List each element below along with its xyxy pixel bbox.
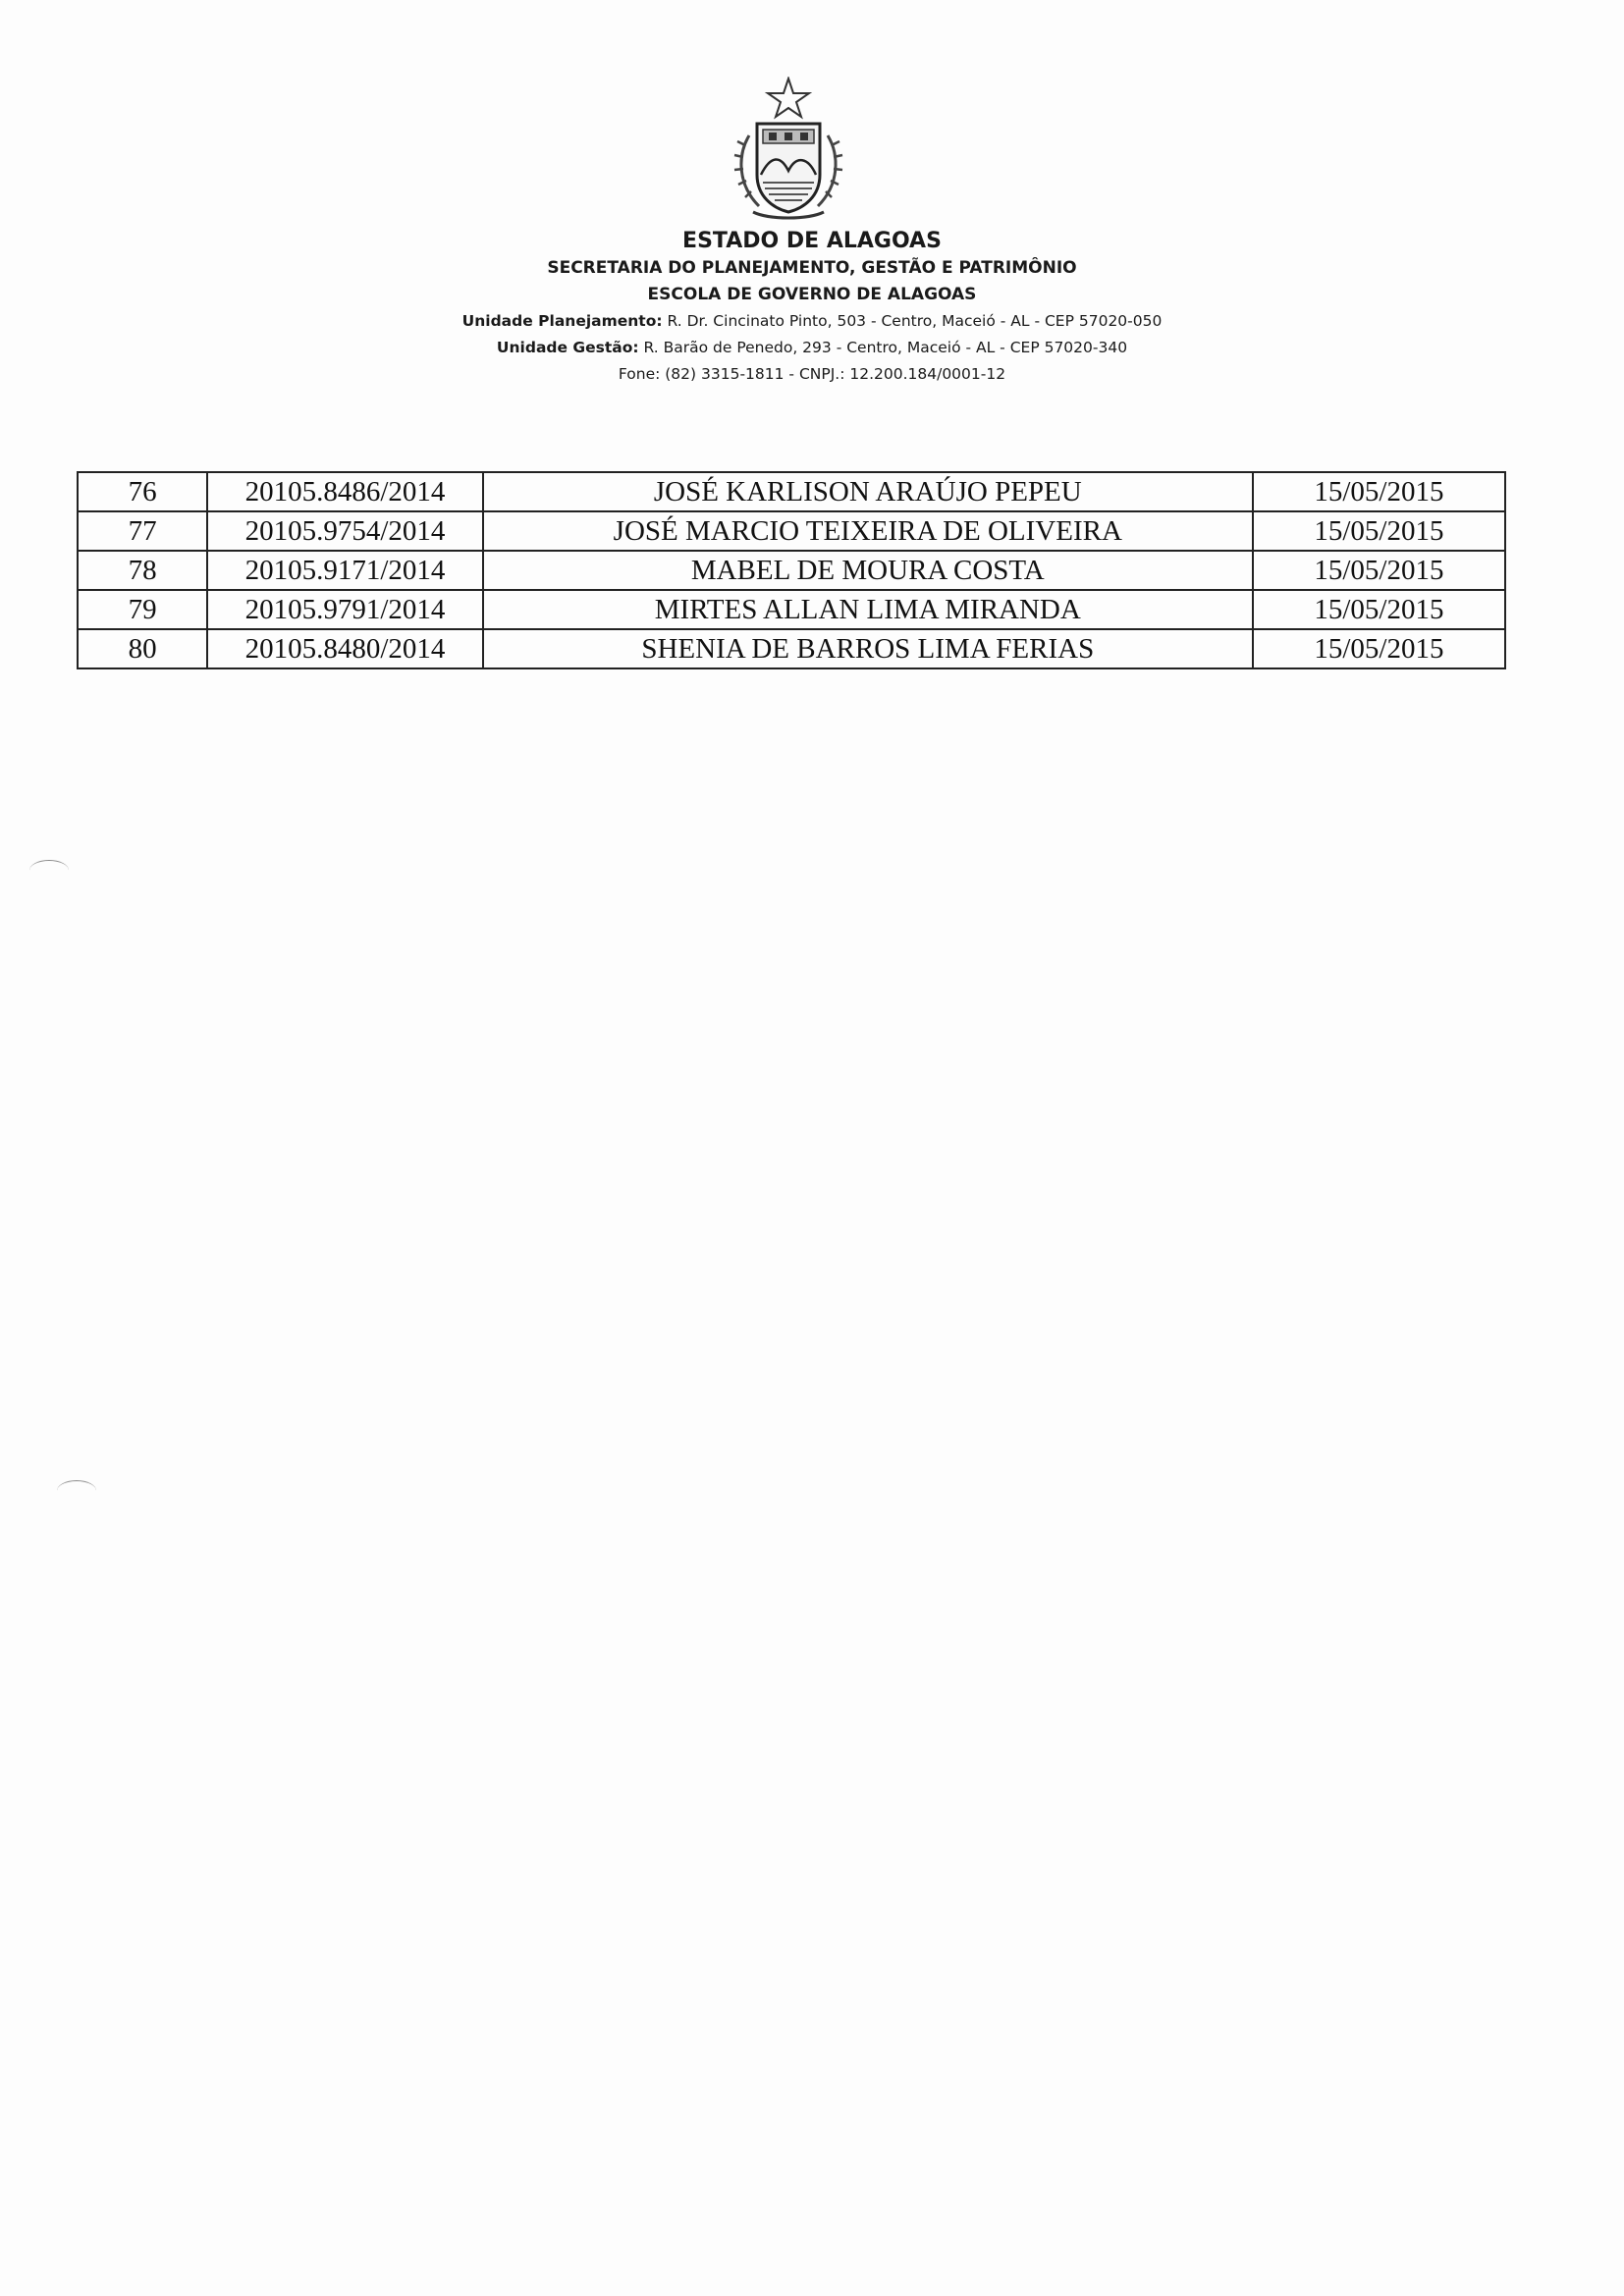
person-name: SHENIA DE BARROS LIMA FERIAS [483,629,1253,668]
letterhead [0,228,1624,388]
planning-unit-label: Unidade Planejamento: [461,312,663,330]
scan-mark [57,1480,96,1501]
scan-mark [29,860,69,881]
table-row [78,629,1505,668]
row-number: 76 [78,472,207,511]
person-name: JOSÉ MARCIO TEIXEIRA DE OLIVEIRA [483,511,1253,551]
person-name: MIRTES ALLAN LIMA MIRANDA [483,590,1253,629]
contact-line: Fone: (82) 3315-1811 - CNPJ.: 12.200.184/0001-12 [618,365,1006,383]
table-row [78,590,1505,629]
secretariat-title: SECRETARIA DO PLANEJAMENTO, GESTÃO E PATRIMÔNIO [547,258,1077,278]
row-number: 79 [78,590,207,629]
date: 15/05/2015 [1253,472,1505,511]
row-number: 80 [78,629,207,668]
table-row [78,511,1505,551]
planning-unit-address-line [0,308,1624,335]
management-unit-address-line [0,335,1624,361]
process-number: 20105.9754/2014 [207,511,482,551]
table-row [78,551,1505,590]
person-name: MABEL DE MOURA COSTA [483,551,1253,590]
date: 15/05/2015 [1253,551,1505,590]
records-table [77,471,1506,669]
coat-of-arms-emblem [720,77,857,224]
date: 15/05/2015 [1253,629,1505,668]
date: 15/05/2015 [1253,511,1505,551]
table-row [78,472,1505,511]
date: 15/05/2015 [1253,590,1505,629]
process-number: 20105.9171/2014 [207,551,482,590]
process-number: 20105.9791/2014 [207,590,482,629]
school-title: ESCOLA DE GOVERNO DE ALAGOAS [647,285,977,304]
management-unit-label: Unidade Gestão: [496,339,639,356]
row-number: 77 [78,511,207,551]
process-number: 20105.8480/2014 [207,629,482,668]
management-unit-address: R. Barão de Penedo, 293 - Centro, Maceió - AL - CEP 57020-340 [643,339,1128,356]
state-title: ESTADO DE ALAGOAS [682,229,942,253]
person-name: JOSÉ KARLISON ARAÚJO PEPEU [483,472,1253,511]
row-number: 78 [78,551,207,590]
process-number: 20105.8486/2014 [207,472,482,511]
planning-unit-address: R. Dr. Cincinato Pinto, 503 - Centro, Maceió - AL - CEP 57020-050 [667,312,1163,330]
